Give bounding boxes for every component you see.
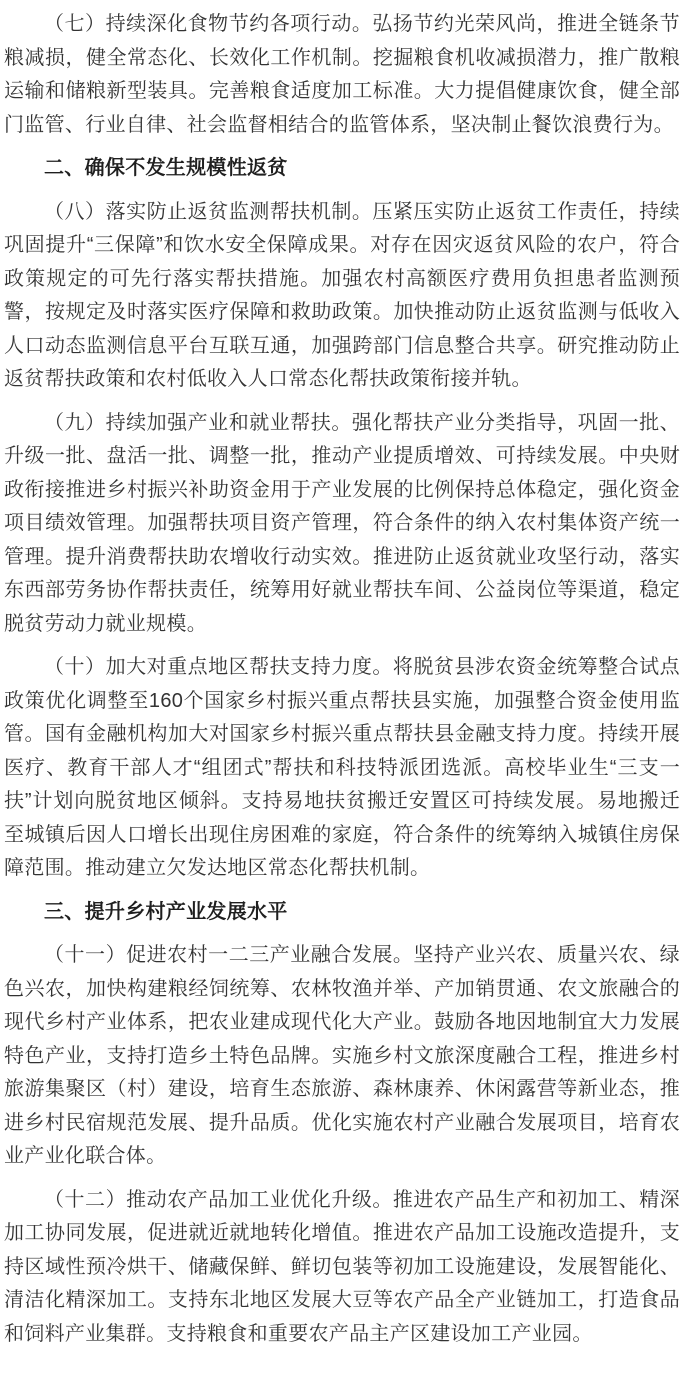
document-body (4, 8, 680, 1351)
document-paragraph: （九）持续加强产业和就业帮扶。强化帮扶产业分类指导，巩固一批、升级一批、盘活一批、调整一批，推动产业提质增效、可持续发展。中央财政衔接推进乡村振兴补助资金用于产业发展的比例保持总体稳定，强化资金项目绩效管理。加强帮扶项目资产管理，符合条件的纳入农村集体资产统一管理。提升消费帮扶助农增收行动实效。推进防止返贫就业攻坚行动，落实东西部劳务协作帮扶责任，统筹用好就业帮扶车间、公益岗位等渠道，稳定脱贫劳动力就业规模。 (4, 411, 680, 635)
document-paragraph: （十）加大对重点地区帮扶支持力度。将脱贫县涉农资金统筹整合试点政策优化调整至160个国家乡村振兴重点帮扶县实施，加强整合资金使用监管。国有金融机构加大对国家乡村振兴重点帮扶县金融支持力度。持续开展医疗、教育干部人才“组团式”帮扶和科技特派团选派。高校毕业生“三支一扶”计划向脱贫地区倾斜。支持易地扶贫搬迁安置区可持续发展。易地搬迁至城镇后因人口增长出现住房困难的家庭，符合条件的统筹纳入城镇住房保障范围。推动建立欠发达地区常态化帮扶机制。 (4, 656, 680, 879)
section-heading: 二、确保不发生规模性返贫 (44, 157, 288, 179)
document-paragraph: （七）持续深化食物节约各项行动。弘扬节约光荣风尚，推进全链条节粮减损，健全常态化、长效化工作机制。挖掘粮食机收减损潜力，推广散粮运输和储粮新型装具。完善粮食适度加工标准。大力提倡健康饮食，健全部门监管、行业自律、社会监督相结合的监管体系，坚决制止餐饮浪费行为。 (4, 13, 680, 136)
document-paragraph: （八）落实防止返贫监测帮扶机制。压紧压实防止返贫工作责任，持续巩固提升“三保障”和饮水安全保障成果。对存在因灾返贫风险的农户，符合政策规定的可先行落实帮扶措施。加强农村高额医疗费用负担患者监测预警，按规定及时落实医疗保障和救助政策。加快推动防止返贫监测与低收入人口动态监测信息平台互联互通，加强跨部门信息整合共享。研究推动防止返贫帮扶政策和农村低收入人口常态化帮扶政策衔接并轨。 (4, 200, 680, 390)
document-paragraph: （十二）推动农产品加工业优化升级。推进农产品生产和初加工、精深加工协同发展，促进就近就地转化增值。推进农产品加工设施改造提升，支持区域性预冷烘干、储藏保鲜、鲜切包装等初加工设施建设，发展智能化、清洁化精深加工。支持东北地区发展大豆等农产品全产业链加工，打造食品和饲料产业集群。支持粮食和重要农产品主产区建设加工产业园。 (4, 1188, 680, 1345)
section-heading: 三、提升乡村产业发展水平 (44, 900, 288, 923)
document-paragraph: （十一）促进农村一二三产业融合发展。坚持产业兴农、质量兴农、绿色兴农，加快构建粮经饲统筹、农林牧渔并举、产加销贯通、农文旅融合的现代乡村产业体系，把农业建成现代化大产业。鼓励各地因地制宜大力发展特色产业，支持打造乡土特色品牌。实施乡村文旅深度融合工程，推进乡村旅游集聚区（村）建设，培育生态旅游、森林康养、休闲露营等新业态，推进乡村民宿规范发展、提升品质。优化实施农村产业融合发展项目，培育农业产业化联合体。 (4, 944, 680, 1167)
